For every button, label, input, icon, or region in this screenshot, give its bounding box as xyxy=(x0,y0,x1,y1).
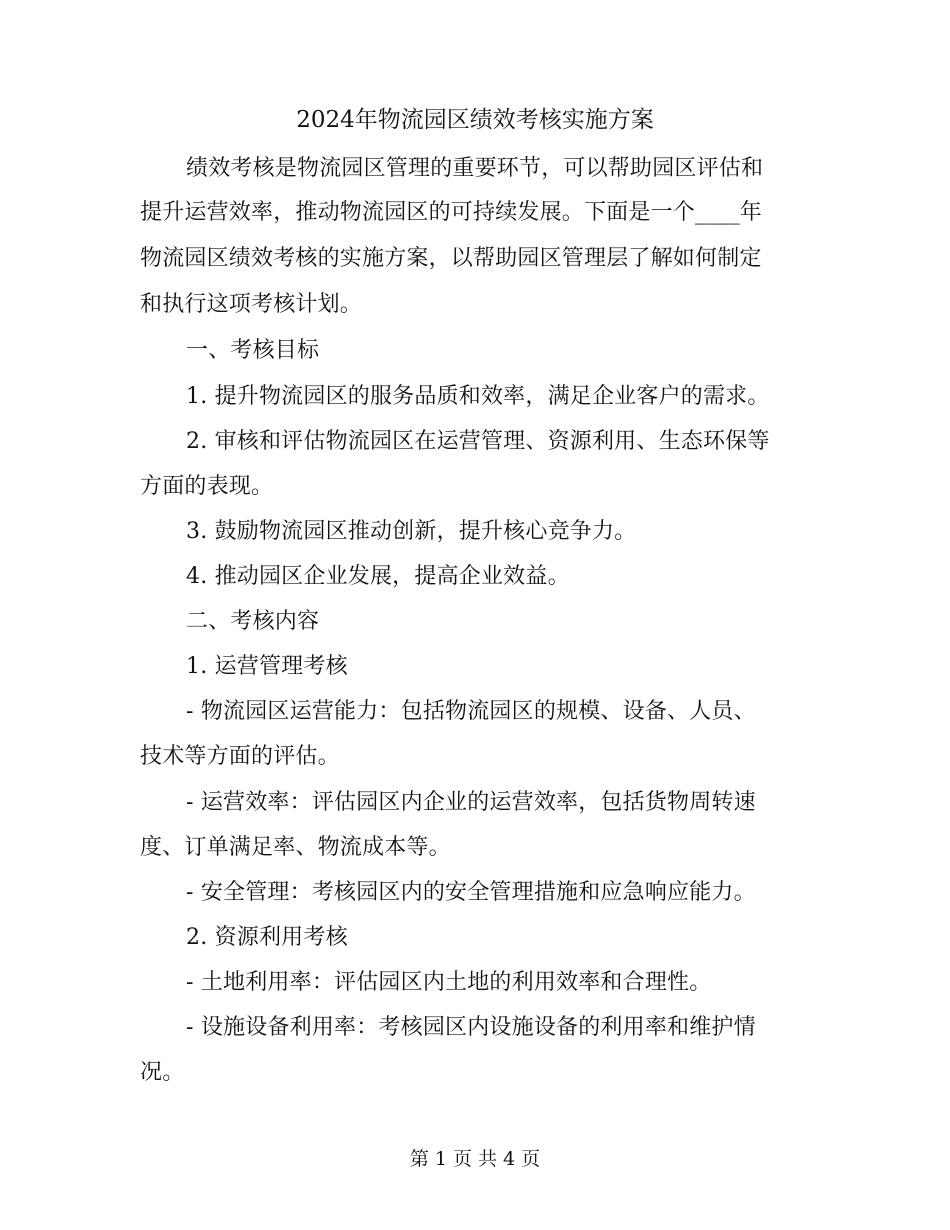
list-item-continuation: 方面的表现。 xyxy=(140,474,274,499)
list-item: - 运营效率：评估园区内企业的运营效率，包括货物周转速 xyxy=(186,790,756,815)
paragraph-line: 物流园区绩效考核的实施方案，以帮助园区管理层了解如何制定 xyxy=(140,246,762,271)
list-item: 2. 审核和评估物流园区在运营管理、资源利用、生态环保等 xyxy=(186,429,770,454)
section-heading: 二、考核内容 xyxy=(186,609,320,634)
paragraph-line: 绩效考核是物流园区管理的重要环节，可以帮助园区评估和 xyxy=(186,156,764,181)
list-item: - 土地利用率：评估园区内土地的利用效率和合理性。 xyxy=(186,970,712,995)
list-item: 3. 鼓励物流园区推动创新，提升核心竞争力。 xyxy=(186,519,637,544)
list-item-continuation: 技术等方面的评估。 xyxy=(140,744,340,769)
list-item-continuation: 况。 xyxy=(140,1060,185,1085)
section-heading: 一、考核目标 xyxy=(186,338,320,363)
list-item: 4. 推动园区企业发展，提高企业效益。 xyxy=(186,564,570,589)
subsection-heading: 2. 资源利用考核 xyxy=(186,925,348,950)
list-item-continuation: 度、订单满足率、物流成本等。 xyxy=(140,835,451,860)
paragraph-line: 提升运营效率，推动物流园区的可持续发展。下面是一个____年 xyxy=(140,200,763,225)
paragraph-line: 和执行这项考核计划。 xyxy=(140,292,363,317)
list-item: 1. 提升物流园区的服务品质和效率，满足企业客户的需求。 xyxy=(186,384,770,409)
subsection-heading: 1. 运营管理考核 xyxy=(186,654,348,679)
list-item: - 物流园区运营能力：包括物流园区的规模、设备、人员、 xyxy=(186,699,756,724)
document-title: 2024年物流园区绩效考核实施方案 xyxy=(296,107,654,133)
list-item: - 设施设备利用率：考核园区内设施设备的利用率和维护情 xyxy=(186,1015,756,1040)
list-item: - 安全管理：考核园区内的安全管理措施和应急响应能力。 xyxy=(186,880,756,905)
page-footer: 第 1 页 共 4 页 xyxy=(409,1148,541,1170)
